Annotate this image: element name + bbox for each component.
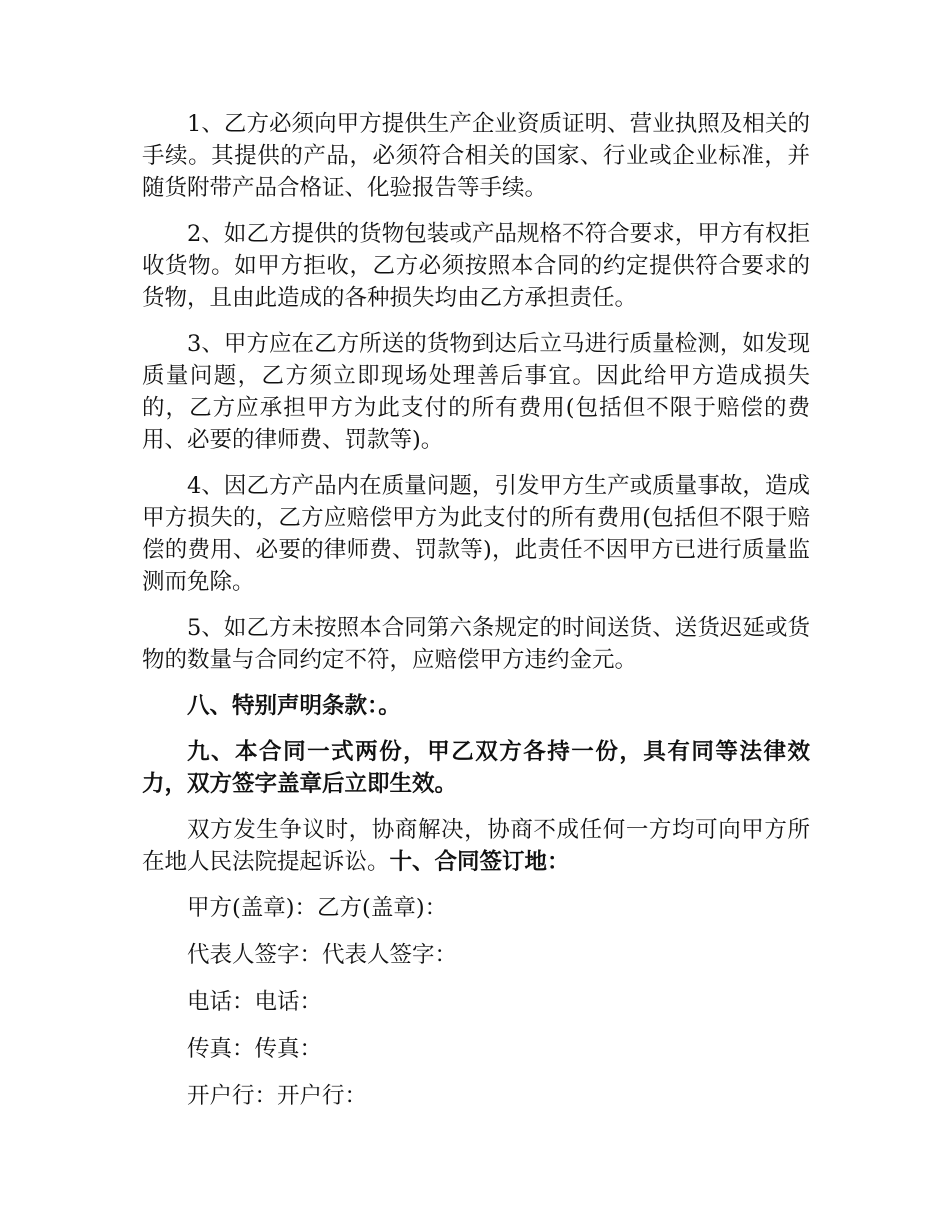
- clause-8-heading: 八、特别声明条款：。: [187, 693, 401, 719]
- clause-10-heading: 十、合同签订地：: [389, 849, 570, 875]
- clause-7-item-1: 1、乙方必须向甲方提供生产企业资质证明、营业执照及相关的手续。其提供的产品，必须符合相关的国家、行业或企业标准，并随货附带产品合格证、化验报告等手续。: [142, 111, 810, 201]
- representative-line: 代表人签字：代表人签字：: [187, 942, 458, 968]
- clause-7-item-4: 4、因乙方产品内在质量问题，引发甲方生产或质量事故，造成甲方损失的，乙方应赔偿甲方为此支付的所有费用(包括但不限于赔偿的费用、必要的律师费、罚款等)，此责任不因甲方已进行质量监测而免除。: [142, 473, 810, 595]
- seal-line: 甲方(盖章)：乙方(盖章)：: [187, 895, 448, 921]
- dispute-text: 双方发生争议时，协商解决，协商不成任何一方均可向甲方所在地人民法院提起诉讼。: [142, 817, 810, 875]
- contract-page: [142, 108, 810, 1127]
- clause-7-item-2: 2、如乙方提供的货物包装或产品规格不符合要求，甲方有权拒收货物。如甲方拒收，乙方必须按照本合同的约定提供符合要求的货物，且由此造成的各种损失均由乙方承担责任。: [142, 221, 810, 311]
- clause-7-item-3: 3、甲方应在乙方所送的货物到达后立马进行质量检测，如发现质量问题，乙方须立即现场处理善后事宜。因此给甲方造成损失的，乙方应承担甲方为此支付的所有费用(包括但不限于赔偿的费用、必要的律师费、罚款等)。: [142, 331, 810, 453]
- fax-line: 传真：传真：: [187, 1036, 323, 1062]
- phone-line: 电话：电话：: [187, 989, 323, 1015]
- clause-7-item-5: 5、如乙方未按照本合同第六条规定的时间送货、送货迟延或货物的数量与合同约定不符，应赔偿甲方违约金元。: [142, 615, 810, 673]
- bank-line: 开户行：开户行：: [187, 1083, 368, 1109]
- clause-9-heading: 九、本合同一式两份，甲乙双方各持一份，具有同等法律效力，双方签字盖章后立即生效。: [142, 739, 810, 797]
- dispute-paragraph: [142, 814, 810, 878]
